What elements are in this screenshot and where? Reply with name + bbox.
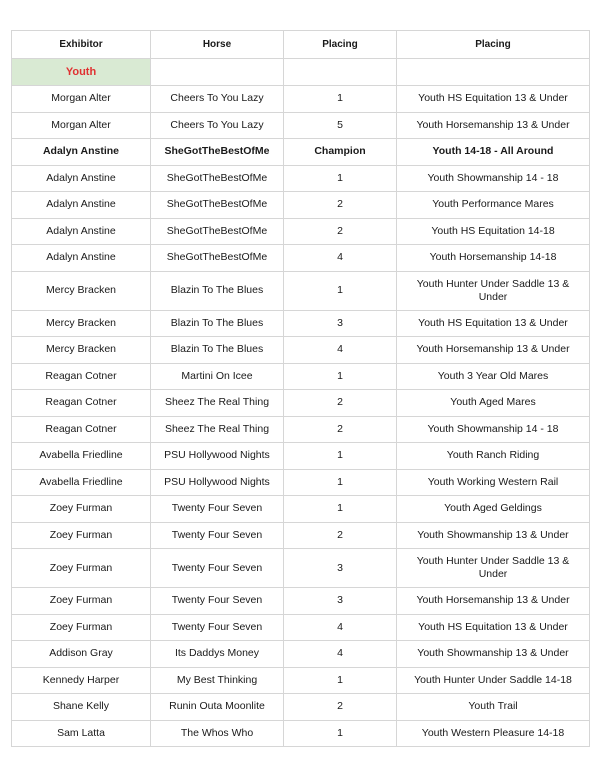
- placing-cell: 2: [284, 218, 397, 245]
- class-cell: Youth Hunter Under Saddle 13 & Under: [397, 549, 590, 588]
- class-cell: Youth Working Western Rail: [397, 469, 590, 496]
- exhibitor-cell: Addison Gray: [12, 641, 151, 668]
- table-row: [12, 165, 590, 192]
- exhibitor-cell: Reagan Cotner: [12, 390, 151, 417]
- table-row: [12, 390, 590, 417]
- exhibitor-cell: Zoey Furman: [12, 496, 151, 523]
- placing-cell: 3: [284, 310, 397, 337]
- table-row: [12, 192, 590, 219]
- placing-cell: 2: [284, 192, 397, 219]
- class-cell: Youth Showmanship 13 & Under: [397, 522, 590, 549]
- horse-cell: Sheez The Real Thing: [151, 416, 284, 443]
- table-row: [12, 86, 590, 113]
- class-cell: Youth Hunter Under Saddle 14-18: [397, 667, 590, 694]
- header-exhibitor: Exhibitor: [12, 31, 151, 59]
- horse-cell: PSU Hollywood Nights: [151, 469, 284, 496]
- horse-cell: Runin Outa Moonlite: [151, 694, 284, 721]
- placing-cell: 3: [284, 549, 397, 588]
- table-row: [12, 271, 590, 310]
- exhibitor-cell: Adalyn Anstine: [12, 165, 151, 192]
- section-row: [12, 59, 590, 86]
- horse-cell: Blazin To The Blues: [151, 271, 284, 310]
- horse-cell: My Best Thinking: [151, 667, 284, 694]
- placing-cell: 2: [284, 694, 397, 721]
- class-cell: Youth Horsemanship 13 & Under: [397, 337, 590, 364]
- placing-cell: 1: [284, 469, 397, 496]
- table-row: [12, 496, 590, 523]
- class-cell: Youth 3 Year Old Mares: [397, 363, 590, 390]
- exhibitor-cell: Zoey Furman: [12, 549, 151, 588]
- table-row: [12, 522, 590, 549]
- table-row: [12, 614, 590, 641]
- class-cell: Youth Aged Mares: [397, 390, 590, 417]
- horse-cell: Twenty Four Seven: [151, 614, 284, 641]
- table-row: [12, 641, 590, 668]
- exhibitor-cell: Adalyn Anstine: [12, 218, 151, 245]
- exhibitor-cell: Sam Latta: [12, 720, 151, 747]
- class-cell: Youth HS Equitation 13 & Under: [397, 310, 590, 337]
- class-cell: Youth Performance Mares: [397, 192, 590, 219]
- exhibitor-cell: Zoey Furman: [12, 588, 151, 615]
- placing-cell: 4: [284, 245, 397, 272]
- table-row: [12, 443, 590, 470]
- section-empty-cell: [151, 59, 284, 86]
- class-cell: Youth HS Equitation 13 & Under: [397, 86, 590, 113]
- horse-cell: SheGotTheBestOfMe: [151, 218, 284, 245]
- horse-cell: Its Daddys Money: [151, 641, 284, 668]
- class-cell: Youth Showmanship 14 - 18: [397, 165, 590, 192]
- class-cell: Youth Showmanship 14 - 18: [397, 416, 590, 443]
- table-row: [12, 112, 590, 139]
- horse-cell: Blazin To The Blues: [151, 310, 284, 337]
- exhibitor-cell: Mercy Bracken: [12, 310, 151, 337]
- section-empty-cell: [397, 59, 590, 86]
- exhibitor-cell: Mercy Bracken: [12, 271, 151, 310]
- exhibitor-cell: Avabella Friedline: [12, 443, 151, 470]
- table-row: [12, 218, 590, 245]
- horse-cell: Martini On Icee: [151, 363, 284, 390]
- class-cell: Youth 14-18 - All Around: [397, 139, 590, 166]
- exhibitor-cell: Shane Kelly: [12, 694, 151, 721]
- horse-cell: SheGotTheBestOfMe: [151, 245, 284, 272]
- placing-cell: 1: [284, 667, 397, 694]
- exhibitor-cell: Zoey Furman: [12, 614, 151, 641]
- horse-cell: Twenty Four Seven: [151, 549, 284, 588]
- placing-cell: 4: [284, 614, 397, 641]
- horse-cell: Twenty Four Seven: [151, 588, 284, 615]
- class-cell: Youth Showmanship 13 & Under: [397, 641, 590, 668]
- class-cell: Youth Ranch Riding: [397, 443, 590, 470]
- placing-cell: 5: [284, 112, 397, 139]
- horse-cell: PSU Hollywood Nights: [151, 443, 284, 470]
- placing-cell: 1: [284, 496, 397, 523]
- table-row: [12, 588, 590, 615]
- table-row: [12, 310, 590, 337]
- placing-cell: 2: [284, 390, 397, 417]
- placing-cell: 1: [284, 271, 397, 310]
- table-row: [12, 667, 590, 694]
- class-cell: Youth Trail: [397, 694, 590, 721]
- table-row: [12, 416, 590, 443]
- table-row: [12, 363, 590, 390]
- placing-cell: 2: [284, 416, 397, 443]
- table-row: [12, 245, 590, 272]
- class-cell: Youth Aged Geldings: [397, 496, 590, 523]
- header-placing: Placing: [284, 31, 397, 59]
- horse-cell: Cheers To You Lazy: [151, 86, 284, 113]
- horse-cell: SheGotTheBestOfMe: [151, 192, 284, 219]
- results-table: [11, 30, 590, 747]
- exhibitor-cell: Adalyn Anstine: [12, 192, 151, 219]
- header-row: [12, 31, 590, 59]
- placing-cell: 1: [284, 165, 397, 192]
- class-cell: Youth HS Equitation 13 & Under: [397, 614, 590, 641]
- table-row: [12, 139, 590, 166]
- placing-cell: 3: [284, 588, 397, 615]
- exhibitor-cell: Morgan Alter: [12, 112, 151, 139]
- exhibitor-cell: Avabella Friedline: [12, 469, 151, 496]
- horse-cell: Twenty Four Seven: [151, 522, 284, 549]
- table-row: [12, 549, 590, 588]
- exhibitor-cell: Kennedy Harper: [12, 667, 151, 694]
- class-cell: Youth Horsemanship 13 & Under: [397, 588, 590, 615]
- table-row: [12, 337, 590, 364]
- section-empty-cell: [284, 59, 397, 86]
- header-horse: Horse: [151, 31, 284, 59]
- horse-cell: Twenty Four Seven: [151, 496, 284, 523]
- horse-cell: SheGotTheBestOfMe: [151, 139, 284, 166]
- class-cell: Youth Western Pleasure 14-18: [397, 720, 590, 747]
- header-class-placing: Placing: [397, 31, 590, 59]
- class-cell: Youth Horsemanship 13 & Under: [397, 112, 590, 139]
- table-row: [12, 720, 590, 747]
- placing-cell: 2: [284, 522, 397, 549]
- section-label: Youth: [12, 59, 151, 86]
- placing-cell: 1: [284, 86, 397, 113]
- placing-cell: 1: [284, 443, 397, 470]
- table-row: [12, 694, 590, 721]
- class-cell: Youth Horsemanship 14-18: [397, 245, 590, 272]
- placing-cell: 4: [284, 641, 397, 668]
- exhibitor-cell: Adalyn Anstine: [12, 245, 151, 272]
- exhibitor-cell: Morgan Alter: [12, 86, 151, 113]
- placing-cell: 4: [284, 337, 397, 364]
- horse-cell: The Whos Who: [151, 720, 284, 747]
- table-row: [12, 469, 590, 496]
- exhibitor-cell: Reagan Cotner: [12, 363, 151, 390]
- horse-cell: Blazin To The Blues: [151, 337, 284, 364]
- horse-cell: SheGotTheBestOfMe: [151, 165, 284, 192]
- exhibitor-cell: Mercy Bracken: [12, 337, 151, 364]
- exhibitor-cell: Adalyn Anstine: [12, 139, 151, 166]
- exhibitor-cell: Zoey Furman: [12, 522, 151, 549]
- class-cell: Youth Hunter Under Saddle 13 & Under: [397, 271, 590, 310]
- placing-cell: 1: [284, 363, 397, 390]
- exhibitor-cell: Reagan Cotner: [12, 416, 151, 443]
- horse-cell: Sheez The Real Thing: [151, 390, 284, 417]
- placing-cell: Champion: [284, 139, 397, 166]
- class-cell: Youth HS Equitation 14-18: [397, 218, 590, 245]
- horse-cell: Cheers To You Lazy: [151, 112, 284, 139]
- placing-cell: 1: [284, 720, 397, 747]
